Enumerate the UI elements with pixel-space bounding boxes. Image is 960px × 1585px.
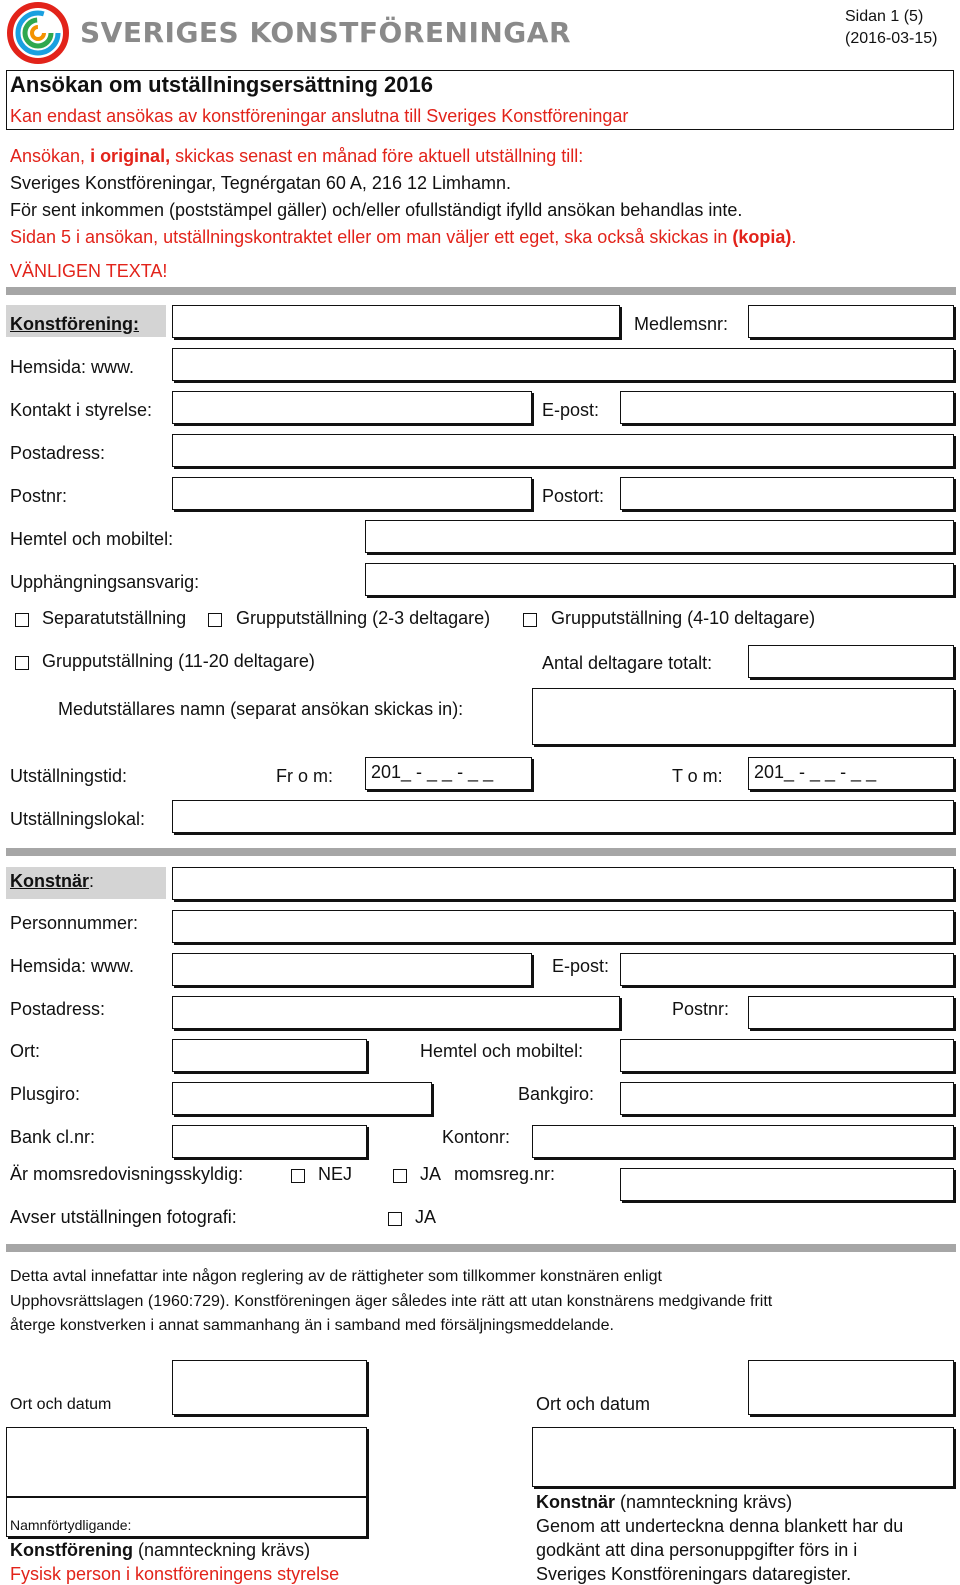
photo-yes-label: JA: [415, 1207, 437, 1227]
logo-text: SVERIGES KONSTFÖRENINGAR: [80, 16, 572, 49]
disclaimer-line-2: Upphovsrättslagen (1960:729). Konstföreningen äger således inte rätt att utan konstnärens medgivande fritt: [10, 1293, 773, 1310]
address-label: Postadress:: [10, 443, 106, 463]
name-clarification-label: Namnförtydligande:: [10, 1517, 132, 1533]
photography-label: Avser utställningen fotografi:: [10, 1207, 237, 1227]
left-signer-title: [10, 1540, 310, 1561]
from-label: Fr o m:: [276, 766, 333, 786]
instruction-line-1: [10, 146, 583, 167]
plusgiro-field[interactable]: [172, 1082, 432, 1115]
left-place-date-label: Ort och datum: [10, 1396, 112, 1413]
to-date-value: 201_ - _ _ - _ _: [754, 762, 877, 782]
member-no-label: Medlemsnr:: [634, 314, 729, 334]
logo: [4, 2, 572, 64]
account-no-label: Kontonr:: [442, 1127, 511, 1147]
photo-yes-checkbox[interactable]: [388, 1212, 402, 1226]
website-label: Hemsida: www.: [10, 357, 135, 377]
instruction-line-4: [10, 227, 796, 248]
left-signer-title-rest: (namnteckning krävs): [133, 1540, 311, 1560]
total-participants-label: Antal deltagare totalt:: [542, 653, 713, 673]
instruction-text: .: [791, 227, 797, 247]
artist-city-field[interactable]: [172, 1039, 367, 1072]
artist-label-colon: :: [89, 871, 95, 891]
vat-no-label: NEJ: [318, 1164, 353, 1184]
city-label: Postort:: [542, 486, 605, 506]
artist-zip-field[interactable]: [748, 996, 954, 1029]
right-signer-note-1: Genom att underteckna denna blankett har du: [536, 1516, 904, 1536]
email-field[interactable]: [620, 391, 954, 424]
personal-no-label: Personnummer:: [10, 913, 139, 933]
vat-question-label: Är momsredovisningsskyldig:: [10, 1164, 244, 1184]
vat-reg-label: momsreg.nr:: [454, 1164, 556, 1184]
phone-label: Hemtel och mobiltel:: [10, 529, 174, 549]
left-signer-title-bold: Konstförening: [10, 1540, 133, 1560]
instruction-bold: i original,: [90, 146, 171, 166]
bank-clearing-label: Bank cl.nr:: [10, 1127, 96, 1147]
phone-field[interactable]: [365, 520, 954, 553]
separate-label: Separatutställning: [42, 608, 187, 628]
artist-email-label: E-post:: [552, 956, 610, 976]
page-number: Sidan 1 (5): [845, 8, 924, 25]
instruction-bold: (kopia): [732, 227, 792, 247]
group-mid-label: Grupputställning (4-10 deltagare): [551, 608, 816, 628]
contact-field[interactable]: [172, 391, 532, 424]
co-exhibitors-label: Medutställares namn (separat ansökan skickas in):: [58, 699, 464, 719]
artist-phone-field[interactable]: [620, 1039, 954, 1072]
to-label: T o m:: [672, 766, 723, 786]
artist-website-label: Hemsida: www.: [10, 956, 135, 976]
from-date-value: 201_ - _ _ - _ _: [371, 762, 494, 782]
venue-label: Utställningslokal:: [10, 809, 146, 829]
artist-zip-label: Postnr:: [672, 999, 730, 1019]
form-title: Ansökan om utställningsersättning 2016: [10, 72, 433, 97]
disclaimer-line-1: Detta avtal innefattar inte någon reglering av de rättigheter som tillkommer konstnären enligt: [10, 1268, 662, 1285]
zip-field[interactable]: [172, 477, 532, 510]
vat-no-checkbox[interactable]: [291, 1169, 305, 1183]
hanging-field[interactable]: [365, 563, 954, 596]
venue-field[interactable]: [172, 800, 954, 833]
city-field[interactable]: [620, 477, 954, 510]
artist-name-field[interactable]: [172, 867, 954, 900]
account-no-field[interactable]: [532, 1125, 954, 1158]
revision-date: (2016-03-15): [845, 30, 938, 47]
exhibition-time-label: Utställningstid:: [10, 766, 128, 786]
address-field[interactable]: [172, 434, 954, 467]
vat-yes-label: JA: [420, 1164, 442, 1184]
association-name-field[interactable]: [172, 305, 620, 338]
right-signer-title: [536, 1492, 792, 1513]
group-large-label: Grupputställning (11-20 deltagare): [42, 651, 315, 671]
separate-checkbox[interactable]: [15, 613, 29, 627]
right-signer-title-bold: Konstnär: [536, 1492, 616, 1512]
total-participants-field[interactable]: [748, 645, 954, 678]
bankgiro-field[interactable]: [620, 1082, 954, 1115]
artist-email-field[interactable]: [620, 953, 954, 986]
instruction-line-5: VÄNLIGEN TEXTA!: [10, 261, 168, 281]
disclaimer-line-3: återge konstverken i annat sammanhang än i samband med försäljningsmeddelande.: [10, 1317, 614, 1334]
instruction-text: Sidan 5 i ansökan, utställningskontraktet eller om man väljer ett eget, ska också skickas in: [10, 227, 733, 247]
right-signer-note-2: godkänt att dina personuppgifter förs in i: [536, 1540, 858, 1560]
right-signer-note-3: Sveriges Konstföreningars dataregister.: [536, 1564, 852, 1584]
instruction-text: skickas senast en månad före aktuell utställning till:: [170, 146, 584, 166]
vat-yes-checkbox[interactable]: [393, 1169, 407, 1183]
artist-address-field[interactable]: [172, 996, 620, 1029]
artist-website-field[interactable]: [172, 953, 532, 986]
bankgiro-label: Bankgiro:: [518, 1084, 595, 1104]
group-mid-checkbox[interactable]: [523, 613, 537, 627]
co-exhibitors-field[interactable]: [532, 688, 954, 745]
hanging-label: Upphängningsansvarig:: [10, 572, 200, 592]
email-label: E-post:: [542, 400, 600, 420]
right-place-date-field[interactable]: [748, 1360, 954, 1415]
contact-label: Kontakt i styrelse:: [10, 400, 153, 420]
section-divider: [6, 287, 956, 295]
instruction-line-3: För sent inkommen (poststämpel gäller) och/eller ofullständigt ifylld ansökan behandlas inte.: [10, 200, 743, 220]
left-signature-divider: [6, 1496, 367, 1498]
group-large-checkbox[interactable]: [15, 656, 29, 670]
member-no-field[interactable]: [748, 305, 954, 338]
section-divider: [6, 1244, 956, 1252]
section-divider: [6, 848, 956, 856]
right-place-date-label: Ort och datum: [536, 1394, 651, 1414]
right-signer-title-rest: (namnteckning krävs): [615, 1492, 793, 1512]
left-place-date-field[interactable]: [172, 1360, 367, 1415]
group-small-checkbox[interactable]: [208, 613, 222, 627]
form-subtitle: Kan endast ansökas av konstföreningar anslutna till Sveriges Konstföreningar: [10, 106, 629, 126]
artist-address-label: Postadress:: [10, 999, 106, 1019]
personal-no-field[interactable]: [172, 910, 954, 943]
instruction-text: Ansökan,: [10, 146, 91, 166]
right-signature-field[interactable]: [532, 1427, 954, 1487]
group-small-label: Grupputställning (2-3 deltagare): [236, 608, 491, 628]
artist-label: [10, 871, 94, 892]
instruction-line-2: Sveriges Konstföreningar, Tegnérgatan 60 A, 216 12 Limhamn.: [10, 173, 512, 193]
artist-phone-label: Hemtel och mobiltel:: [420, 1041, 584, 1061]
website-field[interactable]: [172, 348, 954, 381]
plusgiro-label: Plusgiro:: [10, 1084, 81, 1104]
artist-label-text: Konstnär: [10, 871, 90, 891]
association-label: Konstförening:: [10, 314, 139, 334]
zip-label: Postnr:: [10, 486, 68, 506]
left-signer-note: Fysisk person i konstföreningens styrelse: [10, 1564, 340, 1584]
swirl-logo-icon: [4, 2, 72, 64]
bank-clearing-field[interactable]: [172, 1125, 367, 1158]
artist-city-label: Ort:: [10, 1041, 40, 1061]
vat-reg-field[interactable]: [620, 1168, 954, 1201]
